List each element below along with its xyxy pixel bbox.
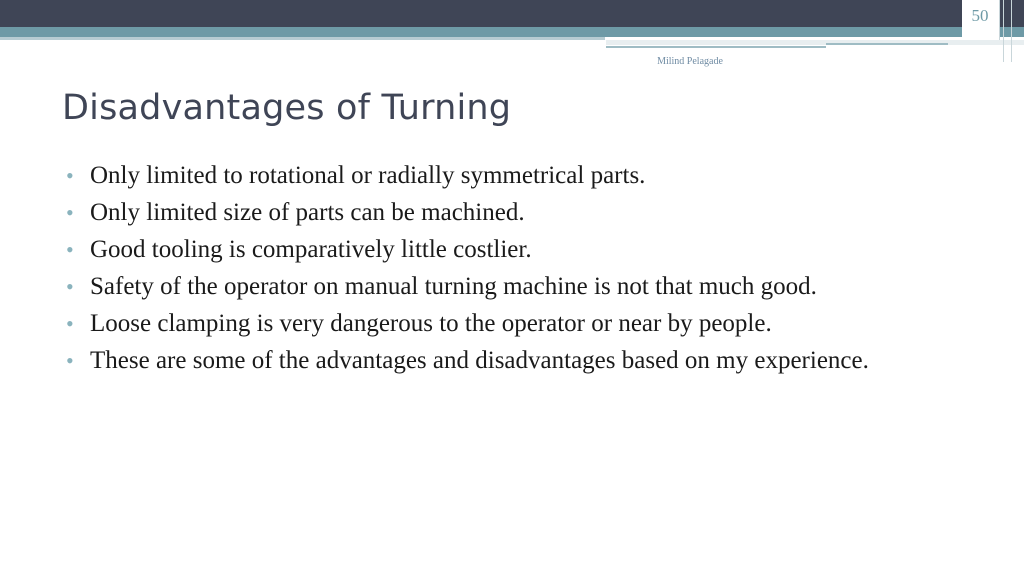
decorative-line <box>826 43 948 45</box>
bullet-marker: • <box>66 348 74 373</box>
author-footer: Milind Pelagade <box>657 56 723 67</box>
bullet-text: Only limited size of parts can be machined. <box>90 199 525 226</box>
bullet-list <box>66 160 966 382</box>
bullet-item <box>66 345 966 377</box>
bullet-marker: • <box>66 200 74 225</box>
bullet-marker: • <box>66 274 74 299</box>
bullet-item <box>66 160 966 192</box>
header-band-light <box>0 37 605 40</box>
bullet-text: Loose clamping is very dangerous to the operator or near by people. <box>90 310 772 337</box>
decorative-vertical-line <box>1003 0 1004 62</box>
bullet-marker: • <box>66 311 74 336</box>
bullet-item <box>66 197 966 229</box>
bullet-text: These are some of the advantages and disadvantages based on my experience. <box>90 347 869 374</box>
slide-title: Disadvantages of Turning <box>62 88 512 128</box>
bullet-text: Only limited to rotational or radially symmetrical parts. <box>90 162 646 189</box>
decorative-vertical-line <box>1011 0 1012 62</box>
bullet-marker: • <box>66 163 74 188</box>
bullet-text: Safety of the operator on manual turning machine is not that much good. <box>90 273 817 300</box>
bullet-item <box>66 234 966 266</box>
decorative-line <box>606 46 826 48</box>
bullet-item <box>66 271 966 303</box>
bullet-marker: • <box>66 237 74 262</box>
bullet-text: Good tooling is comparatively little costlier. <box>90 236 532 263</box>
bullet-item <box>66 308 966 340</box>
header-band-dark <box>0 0 1024 27</box>
decorative-line <box>606 40 1024 45</box>
slide-number: 50 <box>971 6 989 25</box>
header-band-teal <box>0 27 1024 37</box>
